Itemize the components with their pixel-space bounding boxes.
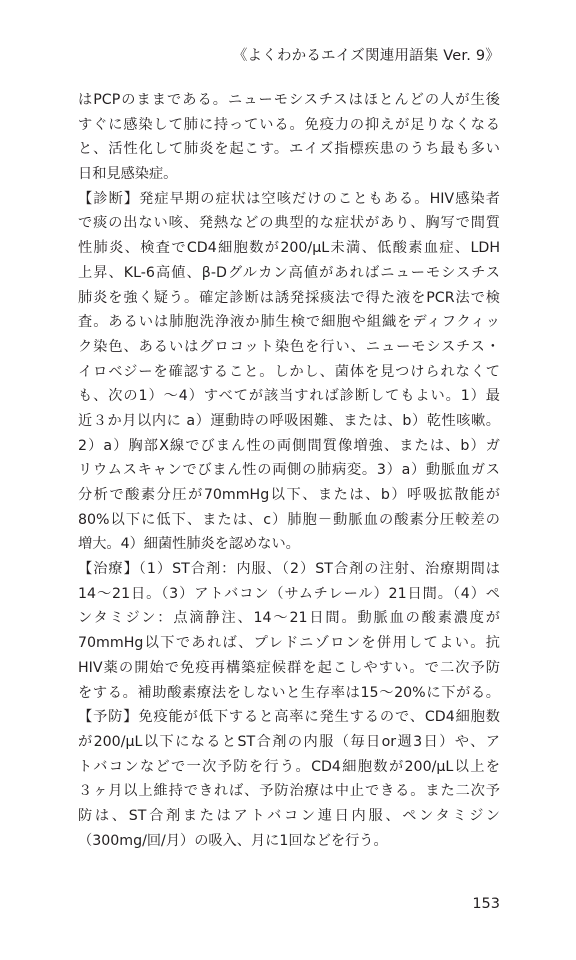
text-line: 上昇、KL-6高値、β-Dグルカン高値があればニューモシスチス bbox=[78, 264, 500, 281]
text-line: イロベジーを確認すること。しかし、菌体を見つけられなくて bbox=[78, 363, 500, 380]
text-line: が200/μL以下になるとST合剤の内服（毎日or週3日）や、ア bbox=[78, 733, 500, 750]
text-line: ３ヶ月以上維持できれば、予防治療は中止できる。また二次予 bbox=[78, 783, 500, 800]
page-number: 153 bbox=[472, 896, 500, 912]
text-line: と、活性化して肺炎を起こす。エイズ指標疾患のうち最も多い bbox=[78, 141, 500, 158]
text-line: で痰の出ない咳、発熱などの典型的な症状があり、胸写で間質 bbox=[78, 215, 500, 232]
text-line: 80%以下に低下、または、c）肺胞－動脈血の酸素分圧較差の bbox=[78, 511, 500, 528]
text-line: も、次の1）〜4）すべてが該当すれば診断してもよい。1）最 bbox=[78, 388, 500, 405]
text-line: 70mmHg以下であれば、プレドニゾロンを併用してよい。抗 bbox=[78, 635, 500, 652]
text-line: 増大。4）細菌性肺炎を認めない。 bbox=[78, 536, 300, 553]
text-line: ンタミジン：点滴静注、14〜21日間。動脈血の酸素濃度が bbox=[78, 610, 500, 627]
text-line: （300mg/回/月）の吸入、月に1回などを行う。 bbox=[78, 832, 388, 849]
text-line: リウムスキャンでびまん性の両側の肺病変。3）a）動脈血ガス bbox=[78, 462, 500, 479]
text-line: 14〜21日。（3）アトバコン（サムチレール）21日間。（4）ペ bbox=[78, 585, 500, 602]
text-line: はPCPのままである。ニューモシスチスはほとんどの人が生後 bbox=[78, 92, 500, 108]
text-line: トバコンなどで一次予防を行う。CD4細胞数が200/μL以上を bbox=[78, 758, 500, 775]
body-text bbox=[78, 88, 500, 853]
text-line: 【治療】（1）ST合剤：内服、（2）ST合剤の注射、治療期間は bbox=[78, 561, 500, 578]
text-line: すぐに感染して肺に持っている。免疫力の抑えが足りなくなる bbox=[78, 116, 500, 133]
text-line: HIV薬の開始で免疫再構築症候群を起こしやすい。で二次予防 bbox=[78, 659, 500, 676]
text-line: 日和見感染症。 bbox=[78, 166, 178, 183]
text-line: 査。あるいは肺胞洗浄液か肺生検で細胞や組織をディフクィッ bbox=[78, 314, 500, 331]
text-line: ク染色、あるいはグロコット染色を行い、ニューモシスチス・ bbox=[78, 338, 500, 355]
running-header: 《よくわかるエイズ関連用語集 Ver. 9》 bbox=[232, 48, 500, 64]
text-line: 2）a）胸部X線でびまん性の両側間質像増強、または、b）ガ bbox=[78, 437, 500, 454]
text-line: をする。補助酸素療法をしないと生存率は15〜20%に下がる。 bbox=[78, 684, 500, 701]
text-line: 肺炎を強く疑う。確定診断は誘発採痰法で得た液をPCR法で検 bbox=[78, 289, 500, 306]
text-line: 【診断】発症早期の症状は空咳だけのこともある。HIV感染者 bbox=[78, 190, 500, 207]
text-line: 近３か月以内に a）運動時の呼吸困難、または、b）乾性咳嗽。 bbox=[78, 412, 500, 429]
text-line: 【予防】免疫能が低下すると高率に発生するので、CD4細胞数 bbox=[78, 709, 500, 726]
text-line: 分析で酸素分圧が70mmHg以下、または、b）呼吸拡散能が bbox=[78, 487, 500, 503]
text-line: 性肺炎、検査でCD4細胞数が200/μL未満、低酸素血症、LDH bbox=[78, 240, 500, 257]
text-line: 防は、ST合剤またはアトバコン連日内服、ペンタミジン bbox=[78, 807, 500, 824]
